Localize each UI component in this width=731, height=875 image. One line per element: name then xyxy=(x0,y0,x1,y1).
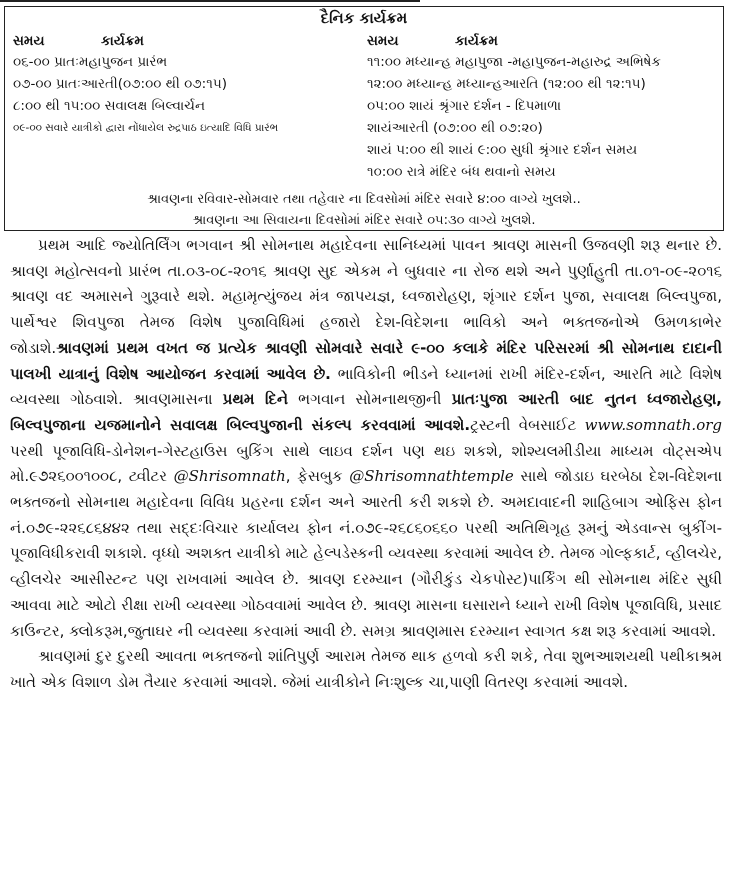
schedule-row: ૧૧:૦૦ મધ્યાન્હ મહાપુજા -મહાપુજન-મહારુદ્ર અભિષેક xyxy=(367,54,661,70)
schedule-left-column xyxy=(13,33,363,139)
left-column-header xyxy=(13,33,363,49)
bold-run: શ્રાવણમાં પ્રથમ વખત જ પ્રત્યેક શ્રાવણી સોમવારે સવારે ૯-૦૦ કલાકે મંદિર પરિસરમાં શ્રી સોમનાથ દાદાની પાલખી યાત્રાનું વિશેષ આયોજન કરવામાં આવેલ છે. xyxy=(10,338,722,383)
time-header: સમય xyxy=(13,33,45,49)
schedule-row: ૮:૦૦ થી ૧૫:૦૦ સવાલક્ષ બિલ્વાર્ચન xyxy=(13,98,206,114)
text-run: , ફેસબુક xyxy=(285,467,350,486)
text-run: સાથે જોડાઇ ઘરબેઠા દેશ-વિદેશના ભક્તજનો સોમનાથ મહાદેવના વિવિધ પ્રહરના દર્શન અને આરતી કરી શકશે છે. અમદાવાદની શાહિબાગ ઓફિસ ફોન નં.૦૭૯-૨૨૬૮૬૪૪૨ તથા સદ્દઃવિચાર કાર્યાલય ફોન નં.૦૭૯-૨૬૮૬૦૬૬૦ પરથી અતિથિગૃહ રૂમનું એડવાન્સ બુકીંગ-પૂજાવિધીકરાવી શકાશે. વૃધ્ધો અશક્ત યાત્રીકો માટે હેલ્પડેસ્કની વ્યવસ્થા કરવામાં આવેલ છે. તેમજ ગોલ્ફકાર્ટ, વ્હીલચેર, વ્હીલચેર આસીસ્ટન્ટ પણ રાખવામાં આવેલ છે. શ્રાવણ દરમ્યાન (ગૌરીકુંડ ચેકપોસ્ટ)પાર્કિંગ થી સોમનાથ મંદિર સુધી આવવા માટે ઓટો રીક્ષા રાખી વ્યવસ્થા ગોઠવવામાં આવેલ છે. શ્રાવણ માસના ઘસારાને ધ્યાને રાખી વિશેષ પૂજાવિધિ, પ્રસાદ કાઉન્ટર, ક્લોકરૂમ,જુતાઘર ની વ્યવસ્થા કરવામાં આવી છે. સમગ્ર શ્રાવણમાસ દરમ્યાન સ્વાગત કક્ષ શરૂ કરવામાં આવશે. xyxy=(10,467,722,640)
schedule-right-column xyxy=(367,33,717,183)
text-run: ભાવિકોની ભીડને ધ્યાનમાં રાખી મંદિર-દર્શન, આરતિ માટે વિશેષ વ્યવસ્થા ગોઠવાશે. શ્રાવણમાસના xyxy=(10,364,723,409)
right-column-header xyxy=(367,33,717,49)
program-header: કાર્યક્રમ xyxy=(101,33,144,49)
schedule-row: ૦૫:૦૦ શાયં શ્રૃંગાર દર્શન - દિપમાળા xyxy=(367,98,562,114)
article-paragraph-1 xyxy=(10,233,722,644)
top-rule xyxy=(0,0,420,2)
schedule-row: શાયંઆરતી (૦૭:૦૦ થી ૦૭:૨૦) xyxy=(367,120,543,136)
schedule-row-small: ૦૯-૦૦ સવારે યાત્રીકો દ્વારા નોંધાયેલ રુદ્રપાઠ ઇત્યાદિ વિધિ પ્રારંભ xyxy=(13,122,279,134)
opening-note: શ્રાવણના રવિવાર-સોમવાર તથા તહેવાર ના દિવસોમાં મંદિર સવારે ૪:૦૦ વાગ્યે ખુલશે.. xyxy=(147,192,581,207)
twitter-handle: @Shrisomnath xyxy=(173,467,286,486)
text-run: પરથી પૂજાવિધિ-ડોનેશન-ગેસ્ટહાઉસ બુકિંગ સાથે લાઇવ દર્શન પણ થઇ શકશે, શોશ્યલમીડીયા માધ્યમ વોટ્સએપ મો.૯૭૨૬૦૦૧૦૦૮, ટ્વીટર xyxy=(10,441,722,486)
program-header: કાર્યક્રમ xyxy=(455,33,498,49)
text-run: ભગવાન સોમનાથજીની xyxy=(288,390,452,409)
website-link[interactable]: www.somnath.org xyxy=(584,415,722,434)
article-paragraph-2: શ્રાવણમાં દુર દુરથી આવતા ભક્તજનો શાંતિપુર્ણ આરામ તેમજ થાક હળવો કરી શકે, તેવા શુભઆશયથી પથીકાશ્રમ ખાતે એક વિશાળ ડોમ તૈયાર કરવામાં આવશે. જેમાં યાત્રીકોને નિઃશુલ્ક ચા,પાણી વિતરણ કરવામાં આવશે. xyxy=(10,647,722,691)
schedule-row: શાયં ૫:૦૦ થી શાયં ૯:૦૦ સુધી શ્રૃંગાર દર્શન સમય xyxy=(367,142,638,158)
schedule-row: ૧૦:૦૦ રાત્રે મંદિર બંધ થવાનો સમય xyxy=(367,164,556,180)
time-header: સમય xyxy=(367,33,399,49)
text-run: પ્રથમ આદિ જ્યોતિર્લિંગ ભગવાન શ્રી સોમનાથ મહાદેવના સાનિધ્યમાં પાવન શ્રાવણ માસની ઉજવણી શરૂ થનાર છે. શ્રાવણ મહોત્સવનો પ્રારંભ તા.૦૩-૦૮-૨૦૧૬ શ્રાવણ સુદ એકમ ને બુધવાર ના રોજ થશે અને પુર્ણાહુતી તા.૦૧-૦૯-૨૦૧૬ શ્રાવણ વદ અમાસને ગુરૂવારે થશે. મહામૃત્યુંજય મંત્ર જાપયજ્ઞ, ધ્વજારોહણ, શૃંગાર દર્શન પુજા, સવાલક્ષ બિલ્વપુજા, પાર્થેશ્વર શિવપુજા તેમજ વિશેષ પુજાવિધિમાં હજારો દેશ-વિદેશના ભાવિકો અને ભક્તજનોએ ઉમળકાભેર જોડાશે. xyxy=(10,236,722,357)
schedule-row: ૧૨:૦૦ મધ્યાન્હ મધ્યાન્હઆરતિ (૧૨:૦૦ થી ૧૨:૧૫) xyxy=(367,76,646,92)
schedule-title: દૈનિક કાર્યક્રમ xyxy=(320,9,408,27)
bold-run: પ્રથમ દિને xyxy=(222,390,289,409)
opening-notes xyxy=(5,189,723,231)
schedule-row: ૦૭-૦૦ પ્રાતઃઆરતી(૦૭:૦૦ થી ૦૭:૧૫) xyxy=(13,76,227,92)
facebook-handle: @Shrisomnathtemple xyxy=(349,467,514,486)
opening-note: શ્રાવણના આ સિવાયના દિવસોમાં મંદિર સવારે ૦૫:૩૦ વાગ્યે ખુલશે. xyxy=(192,213,536,228)
text-run: ટ્રસ્ટની વેબસાઈટ xyxy=(470,415,585,434)
schedule-row: ૦૬-૦૦ પ્રાતઃમહાપુજન પ્રારંભ xyxy=(13,54,168,70)
daily-schedule-box xyxy=(4,6,724,231)
article-body xyxy=(10,233,722,696)
bold-run: પ્રાતઃપુજા આરતી બાદ નુતન ધ્વજારોહણ, બિલ્વપુજાના યજમાનોને સવાલક્ષ બિલ્વપુજાની સંકલ્પ કરવવામાં આવશે. xyxy=(10,390,722,434)
